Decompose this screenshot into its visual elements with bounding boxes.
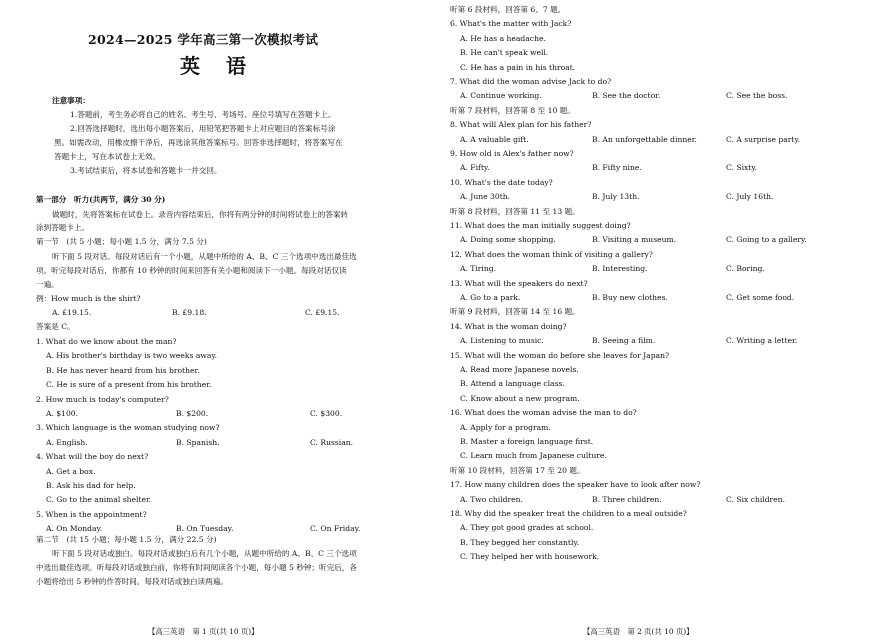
question-text: 15. What will the woman do before she leaves for Japan?: [450, 350, 670, 360]
answer-option: A. Get a box.: [46, 466, 96, 476]
answer-option: C. Get some food.: [726, 293, 795, 302]
answer-option: C. A surprise party.: [726, 134, 801, 144]
notes-line: 答题卡上，写在本试卷上无效。: [54, 152, 161, 161]
answer-option: C. Learn much from Japanese culture.: [460, 451, 607, 461]
answer-option: C. Know about a new program.: [460, 393, 580, 403]
notes-line: 黑。如需改动，用橡皮擦干净后，再选涂其他答案标号。回答非选择题时，将答案写在: [54, 138, 343, 147]
example-answer: 答案是 C。: [36, 322, 75, 331]
answer-option: C. Boring.: [726, 264, 765, 274]
answer-option: B. Master a foreign language first.: [460, 437, 594, 446]
answer-option: A. Apply for a program.: [460, 422, 551, 432]
answer-option: A. Tiring.: [460, 264, 497, 274]
answer-option: C. Go to the animal shelter.: [46, 495, 152, 505]
question-text: 13. What will the speakers do next?: [450, 278, 588, 288]
question-text: 16. What does the woman advise the man to do?: [450, 408, 637, 418]
section1-instructions: 一遍。: [36, 280, 59, 289]
answer-option: A. He has a headache.: [460, 33, 546, 43]
answer-option: C. Russian.: [310, 437, 354, 447]
page-2: [436, 0, 870, 643]
answer-option: B. On Tuesday.: [176, 524, 234, 534]
section1-heading: 第一节 (共 5 小题；每小题 1.5 分，满分 7.5 分): [36, 237, 207, 246]
notes-line: 2.回答选择题时，选出每小题答案后，用铅笔把答题卡上对应题目的答案标号涂: [70, 124, 336, 133]
section-material-label: 听第 8 段材料，回答第 11 至 13 题。: [450, 206, 580, 216]
answer-option: A. Two children.: [460, 494, 523, 504]
answer-option: B. Ask his dad for help.: [46, 481, 136, 490]
answer-option: B. They begged her constantly.: [460, 537, 580, 547]
answer-option: C. Sixty.: [726, 163, 758, 173]
question-text: 6. What's the matter with Jack?: [450, 19, 572, 29]
answer-option: B. Fifty nine.: [592, 163, 642, 173]
question-text: 7. What did the woman advise Jack to do?: [450, 77, 612, 86]
page-footer: 【高三英语 第 1 页(共 10 页)】: [148, 627, 259, 636]
answer-option: B. An unforgettable dinner.: [592, 134, 697, 144]
answer-option: B. Spanish.: [176, 437, 220, 447]
question-text: 3. Which language is the woman studying now?: [36, 423, 220, 433]
subject-title: 英语: [180, 54, 272, 78]
notes-line: 3.考试结束后，将本试卷和答题卡一并交回。: [70, 166, 222, 175]
question-text: 10. What's the date today?: [450, 177, 553, 187]
question-text: 5. When is the appointment?: [36, 509, 147, 519]
part1-intro: 做题时，先将答案标在试卷上。录音内容结束后，你将有两分钟的时间将试卷上的答案转: [52, 210, 349, 219]
page-footer: 【高三英语 第 2 页(共 10 页)】: [583, 627, 694, 636]
section2-heading: 第二节 (共 15 小题；每小题 1.5 分，满分 22.5 分): [36, 535, 217, 544]
question-text: 4. What will the boy do next?: [36, 452, 149, 462]
answer-option: C. He has a pain in his throat.: [460, 62, 576, 72]
example-question: 例：How much is the shirt?: [36, 294, 141, 303]
answer-option: C. $300.: [310, 409, 343, 418]
question-text: 17. How many children does the speaker have to look after now?: [450, 480, 701, 490]
answer-option: B. Buy new clothes.: [592, 293, 668, 302]
answer-option: B. Interesting.: [592, 264, 648, 274]
answer-option: C. On Friday.: [310, 524, 361, 534]
question-text: 2. How much is today's computer?: [36, 394, 169, 404]
example-option-c: C. £9.15.: [305, 308, 340, 317]
example-option-b: B. £9.18.: [172, 308, 207, 317]
answer-option: B. July 13th.: [592, 192, 640, 202]
question-text: 11. What does the man initially suggest doing?: [450, 221, 631, 230]
question-text: 8. What will Alex plan for his father?: [450, 120, 592, 130]
section-material-label: 听第 6 段材料，回答第 6、7 题。: [450, 5, 566, 14]
section2-instructions: 中选出最佳选项。听每段对话或独白前，你将有时间阅读各个小题，每小题 5 秒钟；听完后，各: [36, 563, 357, 572]
question-text: 18. Why did the speaker treat the children to a meal outside?: [450, 509, 687, 518]
answer-option: C. See the boss.: [726, 91, 788, 101]
answer-option: B. $200.: [176, 409, 209, 418]
answer-option: C. Writing a letter.: [726, 336, 798, 346]
answer-option: B. Seeing a film.: [592, 336, 656, 346]
question-text: 9. How old is Alex's father now?: [450, 149, 574, 158]
answer-option: A. They got good grades at school.: [460, 523, 594, 533]
part1-intro: 涂到答题卡上。: [36, 223, 90, 232]
answer-option: A. Continue working.: [460, 91, 542, 101]
answer-option: B. Visiting a museum.: [592, 235, 677, 245]
section-material-label: 听第 10 段材料，回答第 17 至 20 题。: [450, 465, 585, 475]
section-material-label: 听第 7 段材料，回答第 8 至 10 题。: [450, 105, 575, 115]
part1-heading: 第一部分 听力(共两节，满分 30 分): [36, 195, 166, 204]
answer-option: C. Six children.: [726, 494, 785, 504]
answer-option: B. Three children.: [592, 494, 662, 504]
answer-option: A. June 30th.: [460, 192, 511, 202]
answer-option: A. $100.: [46, 409, 79, 418]
question-text: 14. What is the woman doing?: [450, 321, 567, 331]
answer-option: B. He has never heard from his brother.: [46, 365, 200, 375]
example-option-a: A. £19.15.: [52, 308, 92, 317]
answer-option: A. Go to a park.: [460, 293, 521, 302]
answer-option: C. They helped her with housework.: [460, 552, 600, 562]
notes-heading: 注意事项：: [52, 96, 90, 105]
answer-option: A. Listening to music.: [460, 336, 544, 346]
section1-instructions: 项。听完每段对话后，你都有 10 秒钟的时间来回答有关小题和阅读下一小题。每段对话仅读: [36, 266, 347, 275]
question-text: 1. What do we know about the man?: [36, 337, 177, 346]
answer-option: B. Attend a language class.: [460, 379, 565, 389]
answer-option: A. On Monday.: [46, 524, 103, 534]
question-text: 12. What does the woman think of visiting a gallery?: [450, 249, 653, 259]
answer-option: A. A valuable gift.: [460, 134, 529, 144]
answer-option: A. English.: [46, 437, 88, 447]
section1-instructions: 听下面 5 段对话。每段对话后有一个小题，从题中所给的 A、B、C 三个选项中选出最佳选: [52, 252, 357, 261]
answer-option: A. Fifty.: [460, 163, 490, 173]
section2-instructions: 听下面 5 段对话或独白。每段对话或独白后有几个小题，从题中所给的 A、B、C 三个选项: [52, 549, 357, 558]
answer-option: C. He is sure of a present from his brother.: [46, 380, 212, 390]
answer-option: A. Read more Japanese novels.: [460, 365, 579, 374]
answer-option: C. July 16th.: [726, 192, 774, 202]
answer-option: C. Going to a gallery.: [726, 235, 807, 245]
answer-option: A. His brother's birthday is two weeks away.: [46, 351, 218, 361]
answer-option: B. See the doctor.: [592, 91, 661, 101]
notes-line: 1.答题前，考生务必将自己的姓名、考生号、考场号、座位号填写在答题卡上。: [70, 110, 336, 119]
answer-option: A. Doing some shopping.: [460, 235, 556, 245]
exam-title: 2024—2025 学年高三第一次模拟考试: [88, 32, 319, 47]
answer-option: B. He can't speak well.: [460, 48, 549, 58]
section2-instructions: 小题将给出 5 秒钟的作答时间。每段对话或独白读两遍。: [36, 577, 228, 586]
section-material-label: 听第 9 段材料，回答第 14 至 16 题。: [450, 307, 580, 317]
